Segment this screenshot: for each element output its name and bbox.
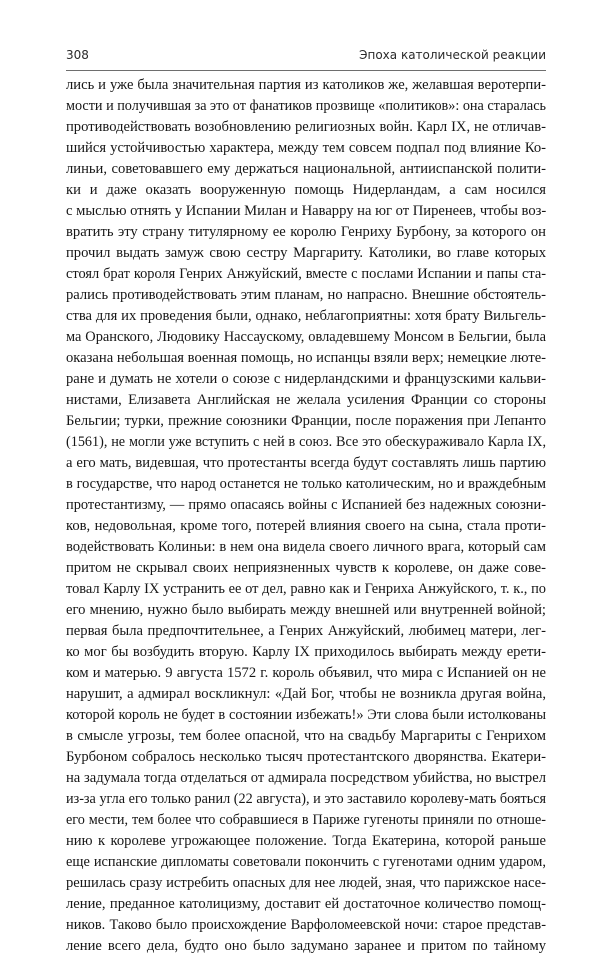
text-line: линьи, советовавшего ему держаться национальной, антииспанской полити-: [66, 161, 546, 177]
text-line: ков, недовольная, кроме того, потерей влияния своего на сына, стала проти-: [66, 518, 546, 534]
text-line: с мыслью отнять у Испании Милан и Наварру на юг от Пиренеев, чтобы воз-: [66, 203, 546, 219]
text-line: нарушит, а адмирал воскликнул: «Дай Бог, чтобы не возникла другая война,: [66, 686, 546, 702]
text-line: притом не скрывал своих неприязненных чувств к королеве, он даже сове-: [66, 560, 546, 576]
text-line: ком и матерью. 9 августа 1572 г. король объявил, что мира с Испанией он не: [66, 665, 546, 681]
text-line: в смысле угрозы, тем более опасной, что на свадьбу Маргариты с Генрихом: [66, 728, 546, 744]
text-line: ма Оранского, Людовику Нассаускому, овладевшему Монсом в Бельгии, была: [66, 329, 546, 345]
header-divider: [66, 70, 546, 71]
text-line: первая была предпочтительнее, а Генрих Анжуйский, любимец матери, лег-: [66, 623, 546, 639]
page-number: 308: [66, 48, 89, 62]
text-line: ки и даже оказать вооруженную помощь Нидерландам, а сам носился: [66, 182, 546, 198]
text-line: мости и получившая за это от фанатиков прозвище «политиков»: она старалась: [66, 98, 546, 114]
text-line: ление всего дела, будто оно было задумано заранее и притом по тайному: [66, 938, 546, 954]
text-line: противодействовать возобновлению религиозных войн. Карл IX, не отличав-: [66, 119, 546, 135]
text-line: которой король не будет в состоянии избежать!» Эти слова были истолкованы: [66, 707, 546, 723]
body-text: [66, 75, 546, 957]
text-line: решилась сразу истребить опасных для нее людей, зная, что парижское насе-: [66, 875, 546, 891]
text-line: на задумала тогда отделаться от адмирала посредством убийства, но выстрел: [66, 770, 546, 786]
text-line: товал Карлу IX устранить ее от дел, равно как и Генриха Анжуйского, т. к., по: [66, 581, 546, 597]
text-line: (1561), не могли уже вступить с ней в союз. Все это обескураживало Карла IX,: [66, 434, 546, 450]
text-line: оказана небольшая военная помощь, но испанцы взяли верх; немецкие люте-: [66, 350, 546, 366]
text-line: нистами, Елизавета Английская не желала усиления Франции со стороны: [66, 392, 546, 408]
running-head-title: Эпоха католической реакции: [359, 48, 546, 62]
text-line: его мести, тем более что собравшиеся в Париже гугеноты приняли по отноше-: [66, 812, 546, 828]
text-line: а его мать, видевшая, что протестанты всегда будут составлять лишь партию: [66, 455, 546, 471]
page-header: [66, 48, 546, 68]
text-line: ников. Таково было происхождение Варфоломеевской ночи: старое представ-: [66, 917, 546, 933]
text-line: вратить эту страну титулярному ее королю Генриху Бурбону, за которого он: [66, 224, 546, 240]
text-line: лись и уже была значительная партия из католиков же, желавшая веротерпи-: [66, 77, 546, 93]
text-line: ко мог бы возбудить вторую. Карлу IX приходилось выбирать между ерети-: [66, 644, 546, 660]
text-line: еще испанские дипломаты советовали покончить с гугенотами одним ударом,: [66, 854, 546, 870]
text-line: протестантизму, — прямо опасаясь войны с Испанией без надежных союзни-: [66, 497, 546, 513]
text-line: шийся устойчивостью характера, между тем совсем подпал под влияние Ко-: [66, 140, 546, 156]
text-line: ление, преданное католицизму, доставит ей достаточное количество помощ-: [66, 896, 546, 912]
text-line: из-за угла его только ранил (22 августа), и это заставило королеву-мать бояться: [66, 791, 546, 807]
text-line: Бурбоном собралось несколько тысяч протестантского дворянства. Екатери-: [66, 749, 546, 765]
text-line: рались противодействовать этим планам, но напрасно. Внешние обстоятель-: [66, 287, 546, 303]
text-line: Бельгии; турки, прежние союзники Франции, после поражения при Лепанто: [66, 413, 546, 429]
text-line: его мнению, нужно было выбирать между внешней или внутренней войной;: [66, 602, 546, 618]
text-line: ства для их проведения были, однако, неблагоприятны: хотя брату Вильгель-: [66, 308, 546, 324]
text-line: в государстве, что народ останется не только католическим, но и враждебным: [66, 476, 546, 492]
text-line: стоял брат короля Генрих Анжуйский, вместе с послами Испании и папы ста-: [66, 266, 546, 282]
text-line: водействовать Колиньи: в нем она видела своего личного врага, который сам: [66, 539, 546, 555]
text-line: ране и думать не хотели о союзе с нидерландскими и французскими кальви-: [66, 371, 546, 387]
text-line: нию к королеве угрожающее положение. Тогда Екатерина, которой раньше: [66, 833, 546, 849]
text-line: прочил выдать замуж свою сестру Маргариту. Католики, во главе которых: [66, 245, 546, 261]
